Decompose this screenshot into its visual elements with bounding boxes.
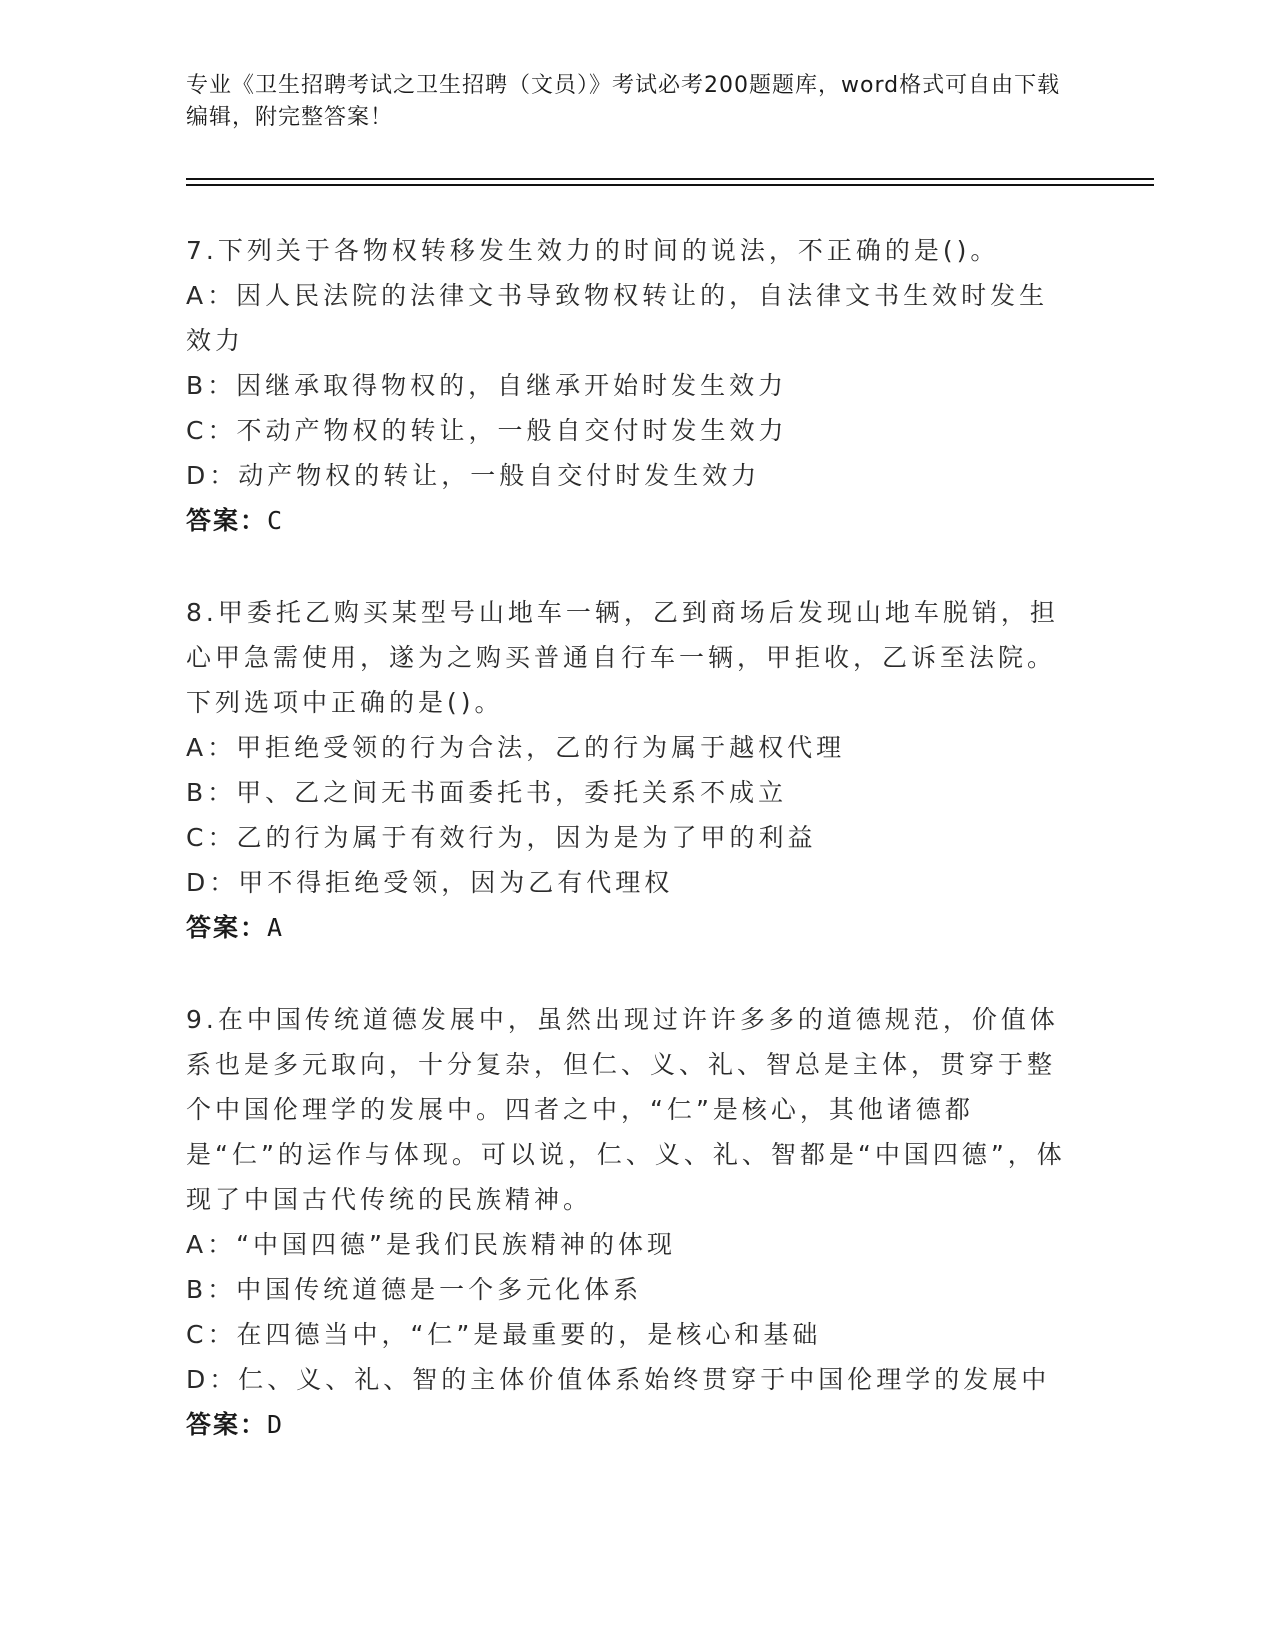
option-a: A：甲拒绝受领的行为合法，乙的行为属于越权代理 <box>186 733 846 762</box>
question-stem: 9.在中国传统道德发展中，虽然出现过许许多多的道德规范，价值体系也是多元取向，十分复杂，但仁、义、礼、智总是主体，贯穿于整个中国伦理学的发展中。四者之中，“仁”是核心，其他诸德都是“仁”的运作与体现。可以说，仁、义、礼、智都是“中国四德”，体现了中国古代传统的民族精神。 <box>186 1005 1066 1214</box>
option-d: D：仁、义、礼、智的主体价值体系始终贯穿于中国伦理学的发展中 <box>186 1365 1051 1394</box>
option-d: D：动产物权的转让，一般自交付时发生效力 <box>186 461 761 490</box>
question-7 <box>186 228 1066 543</box>
option-d: D：甲不得拒绝受领，因为乙有代理权 <box>186 868 674 897</box>
header-rule-bottom <box>186 184 1154 186</box>
option-c: C：不动产物权的转让，一般自交付时发生效力 <box>186 416 788 445</box>
answer-label: 答案： <box>186 506 268 535</box>
page-header <box>186 70 1066 134</box>
option-c: C：乙的行为属于有效行为，因为是为了甲的利益 <box>186 823 817 852</box>
answer-line <box>186 1402 1066 1447</box>
answer-label: 答案： <box>186 913 268 942</box>
option-a: A：“中国四德”是我们民族精神的体现 <box>186 1230 677 1259</box>
answer-line <box>186 498 1066 543</box>
option-b: B：中国传统道德是一个多元化体系 <box>186 1275 643 1304</box>
question-stem: 8.甲委托乙购买某型号山地车一辆，乙到商场后发现山地车脱销，担心甲急需使用，遂为之购买普通自行车一辆，甲拒收，乙诉至法院。下列选项中正确的是()。 <box>186 598 1059 717</box>
option-b: B：因继承取得物权的，自继承开始时发生效力 <box>186 371 788 400</box>
header-rule-top <box>186 178 1154 180</box>
question-list <box>186 228 1066 1494</box>
option-a: A：因人民法院的法律文书导致物权转让的，自法律文书生效时发生效力 <box>186 281 1049 355</box>
answer-label: 答案： <box>186 1410 268 1439</box>
answer-value: C <box>267 506 285 535</box>
option-c: C：在四德当中，“仁”是最重要的，是核心和基础 <box>186 1320 822 1349</box>
answer-line <box>186 905 1066 950</box>
answer-value: A <box>267 913 285 942</box>
question-9 <box>186 997 1066 1447</box>
option-b: B：甲、乙之间无书面委托书，委托关系不成立 <box>186 778 788 807</box>
question-stem: 7.下列关于各物权转移发生效力的时间的说法，不正确的是()。 <box>186 236 1000 265</box>
answer-value: D <box>267 1410 285 1439</box>
header-text: 专业《卫生招聘考试之卫生招聘（文员）》考试必考200题题库，word格式可自由下载编辑，附完整答案！ <box>186 73 1061 130</box>
question-8 <box>186 590 1066 950</box>
